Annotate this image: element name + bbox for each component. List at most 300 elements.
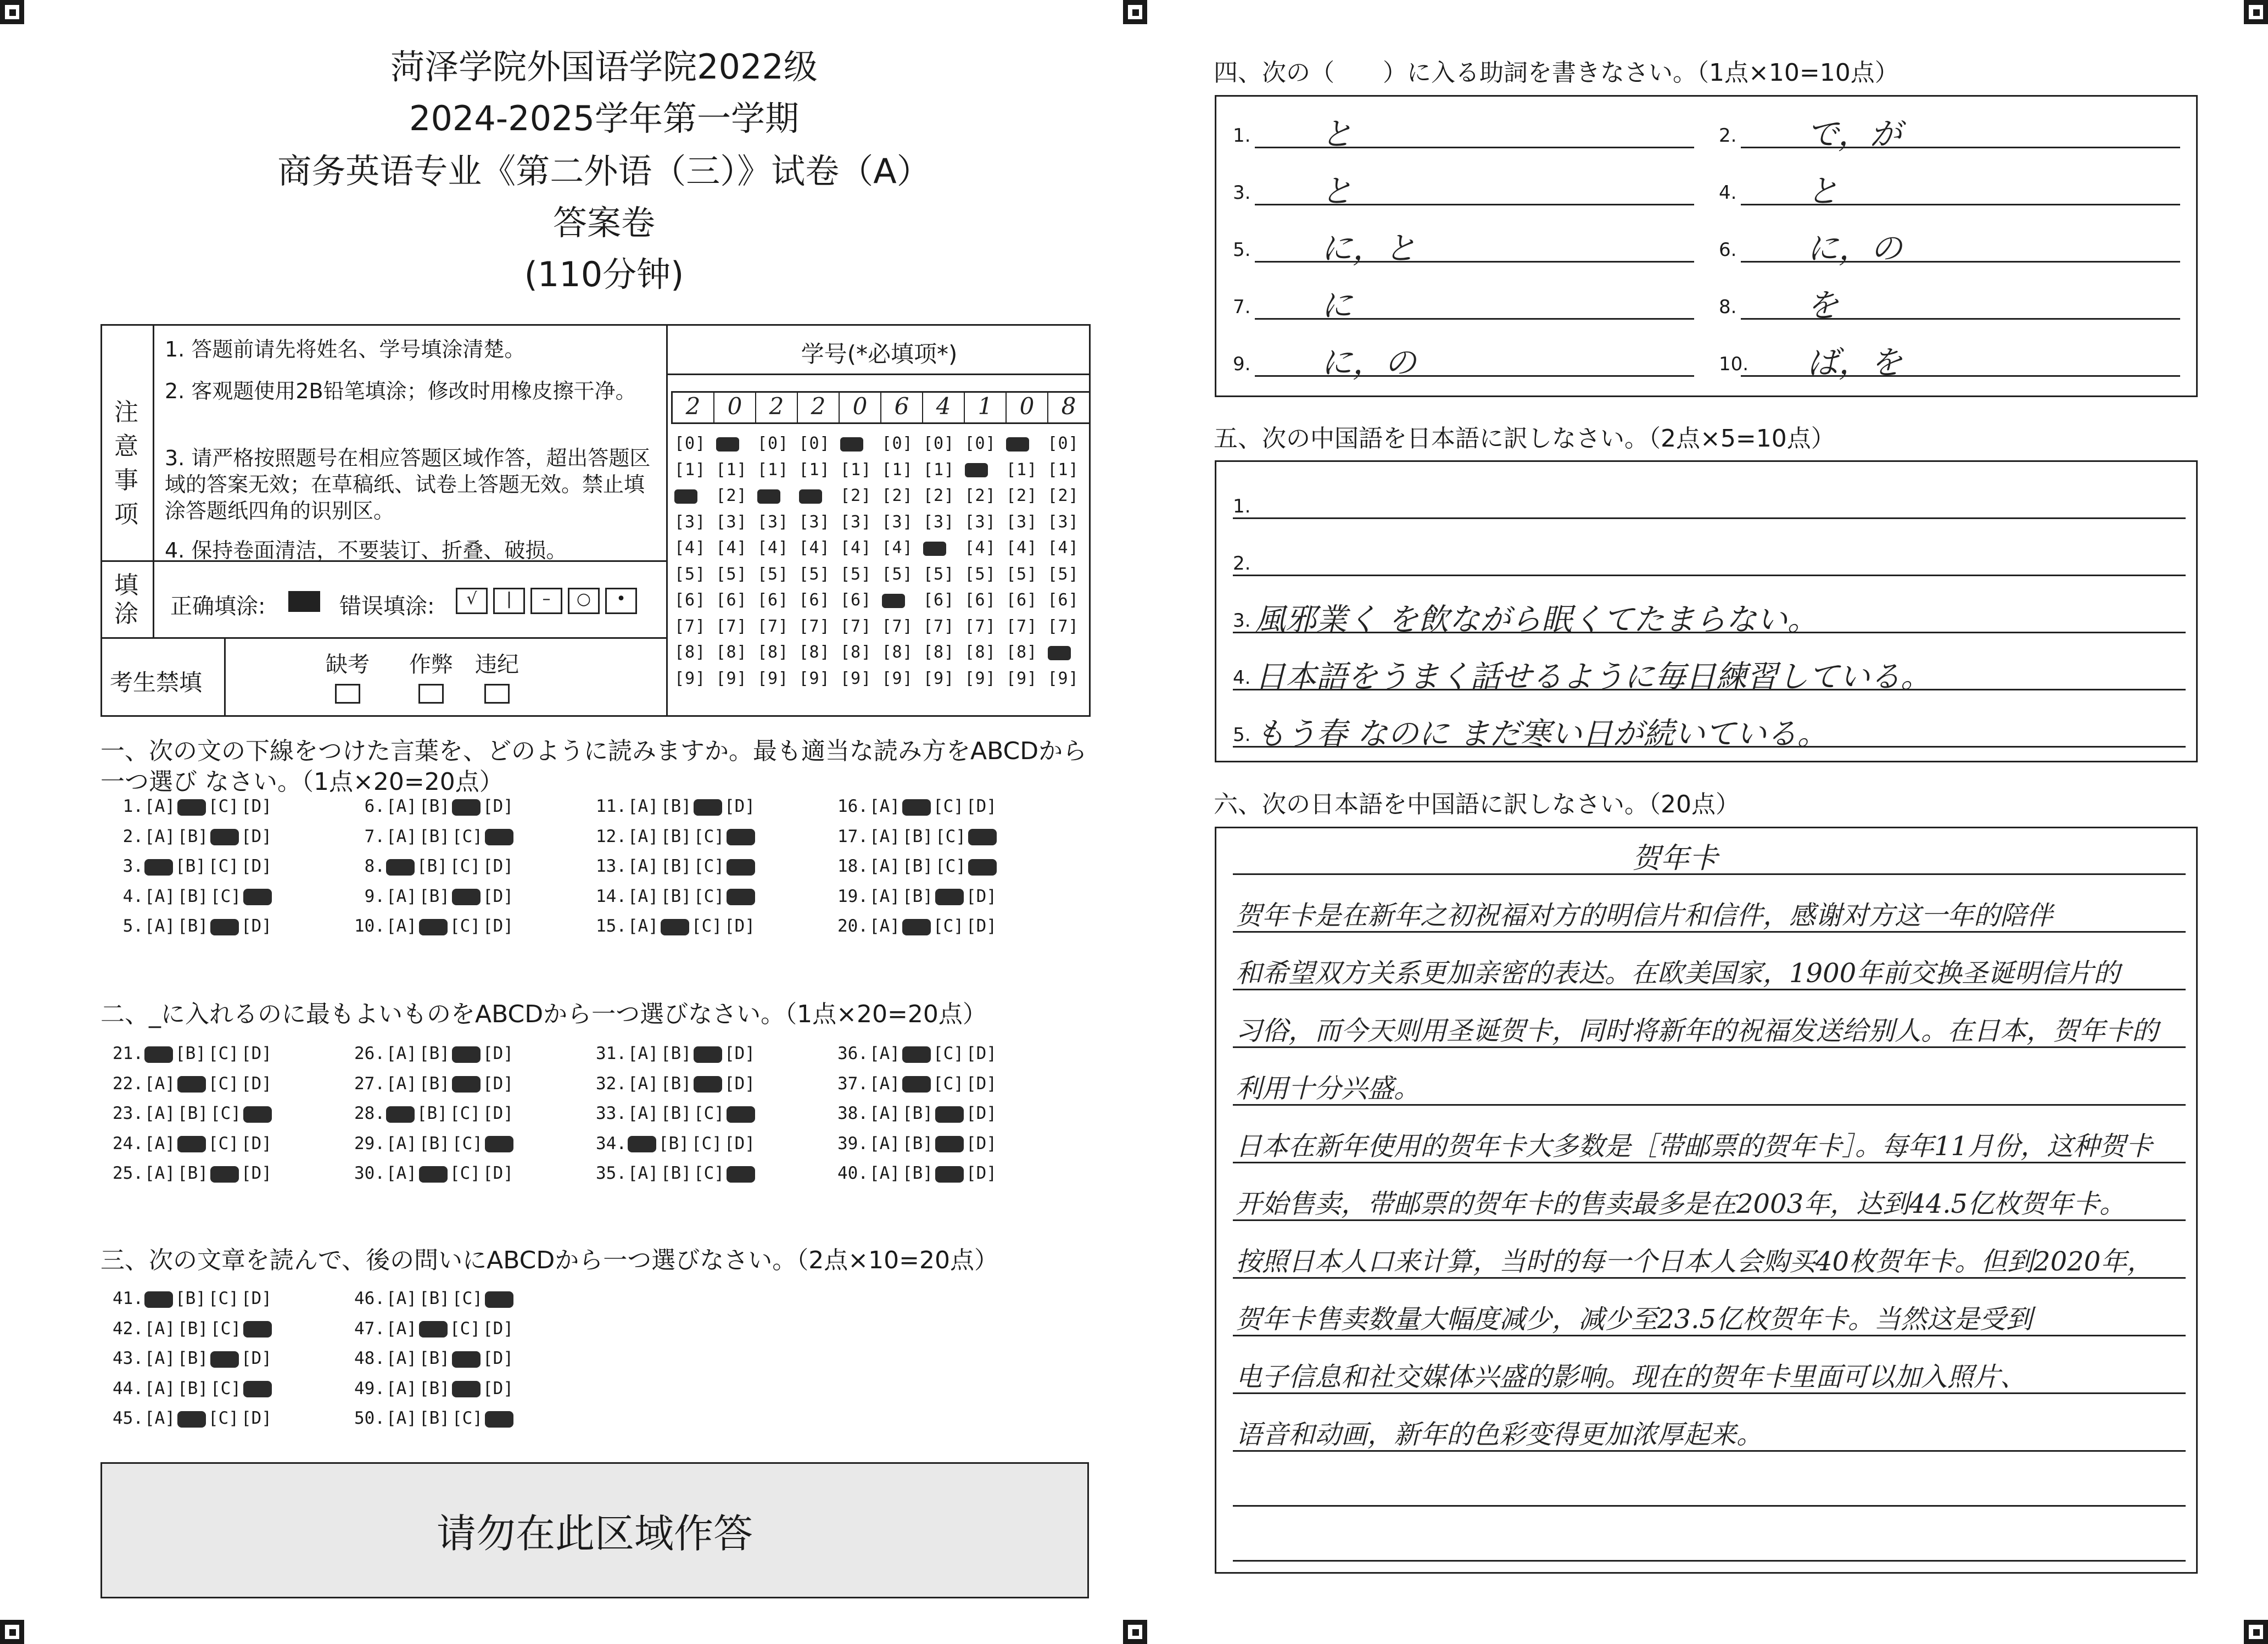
id-bubble[interactable]: [1] <box>674 460 706 480</box>
mc-option[interactable]: [A] <box>869 1133 900 1153</box>
mc-option[interactable]: [D] <box>966 916 997 936</box>
mc-option[interactable]: [D] <box>241 1348 272 1368</box>
mc-option[interactable]: [C] <box>208 1408 239 1428</box>
id-bubble[interactable]: [7] <box>881 616 913 636</box>
mc-option[interactable]: [B] <box>419 1133 450 1153</box>
mc-option[interactable]: [D] <box>966 886 997 906</box>
id-bubble[interactable]: [1] <box>798 460 830 480</box>
mc-option[interactable]: [B] <box>177 886 208 906</box>
id-bubble[interactable] <box>882 590 924 610</box>
mc-option-filled[interactable] <box>661 919 689 935</box>
mc-option[interactable]: [B] <box>419 1378 450 1398</box>
mc-option-filled[interactable] <box>177 799 206 816</box>
mc-option-filled[interactable] <box>935 1136 964 1152</box>
mc-option[interactable]: [A] <box>869 856 900 876</box>
mc-option[interactable]: [C] <box>452 1408 483 1428</box>
id-bubble[interactable]: [5] <box>674 564 706 584</box>
id-bubble[interactable] <box>1006 434 1048 453</box>
mc-option[interactable]: [D] <box>724 916 755 936</box>
id-bubble[interactable]: [5] <box>716 564 747 584</box>
id-digit-7[interactable]: 4 <box>923 393 965 422</box>
id-bubble[interactable]: [3] <box>674 512 706 532</box>
mc-option[interactable]: [B] <box>661 856 691 876</box>
mc-option[interactable]: [C] <box>208 1133 239 1153</box>
mc-option-filled[interactable] <box>243 1381 272 1397</box>
mc-option[interactable]: [B] <box>902 1104 933 1123</box>
mc-option[interactable]: [B] <box>419 826 450 846</box>
mc-option[interactable]: [D] <box>966 796 997 816</box>
mc-option[interactable]: [A] <box>144 796 175 816</box>
mc-option[interactable]: [C] <box>450 1318 481 1339</box>
mc-option[interactable]: [D] <box>483 1044 513 1063</box>
mc-option[interactable]: [B] <box>417 856 448 876</box>
id-bubble[interactable]: [6] <box>840 590 872 610</box>
mc-option[interactable]: [C] <box>210 886 241 906</box>
mc-option[interactable]: [A] <box>386 1378 417 1398</box>
id-bubble[interactable] <box>716 434 758 453</box>
id-bubble[interactable] <box>757 486 799 505</box>
id-bubble[interactable]: [3] <box>1006 512 1038 532</box>
id-bubble[interactable]: [9] <box>798 668 830 688</box>
id-bubble[interactable]: [3] <box>716 512 747 532</box>
id-bubble[interactable]: [2] <box>964 486 996 505</box>
id-bubble[interactable]: [1] <box>923 460 955 480</box>
id-digit-1[interactable]: 2 <box>673 393 714 422</box>
mc-option[interactable]: [B] <box>419 1073 450 1094</box>
mc-option[interactable]: [A] <box>628 796 658 816</box>
mc-option[interactable]: [D] <box>241 826 272 846</box>
mc-option[interactable]: [D] <box>483 1073 513 1094</box>
mc-option[interactable]: [A] <box>869 1104 900 1123</box>
mc-option[interactable]: [A] <box>386 1133 417 1153</box>
mc-option[interactable]: [D] <box>966 1044 997 1063</box>
id-bubble[interactable]: [8] <box>1006 643 1038 662</box>
mc-option[interactable]: [D] <box>483 916 513 936</box>
mc-option[interactable]: [B] <box>177 1163 208 1183</box>
mc-option[interactable]: [C] <box>691 1133 722 1153</box>
mc-option-filled[interactable] <box>452 799 481 816</box>
id-bubble[interactable]: [0] <box>964 434 996 453</box>
mc-option[interactable]: [A] <box>386 1289 417 1308</box>
mc-option[interactable]: [B] <box>902 1133 933 1153</box>
mc-option-filled[interactable] <box>419 1321 448 1338</box>
mc-option-filled[interactable] <box>452 1351 481 1368</box>
mc-option-filled[interactable] <box>727 1166 755 1183</box>
mc-option[interactable]: [C] <box>210 1104 241 1123</box>
id-bubble[interactable]: [2] <box>840 486 872 505</box>
mc-option[interactable]: [B] <box>419 1289 450 1308</box>
mc-option-filled[interactable] <box>177 1076 206 1093</box>
mc-option[interactable]: [A] <box>144 1104 175 1123</box>
id-bubble[interactable]: [4] <box>840 538 872 558</box>
mc-option-filled[interactable] <box>694 1046 722 1063</box>
id-bubble[interactable]: [9] <box>923 668 955 688</box>
id-digit-10[interactable]: 8 <box>1061 393 1076 420</box>
mc-option[interactable]: [B] <box>177 916 208 936</box>
mc-option[interactable]: [D] <box>966 1133 997 1153</box>
id-bubble[interactable]: [4] <box>1006 538 1038 558</box>
mc-option-filled[interactable] <box>452 1076 481 1093</box>
id-bubble[interactable]: [8] <box>798 643 830 662</box>
mc-option[interactable]: [C] <box>933 916 964 936</box>
mc-option[interactable]: [C] <box>452 1133 483 1153</box>
mc-option-filled[interactable] <box>485 1291 513 1308</box>
id-bubble[interactable]: [7] <box>964 616 996 636</box>
mc-option-filled[interactable] <box>935 889 964 905</box>
forbidden-cheat-box[interactable] <box>418 684 444 704</box>
mc-option[interactable]: [C] <box>210 1378 241 1398</box>
mc-option[interactable]: [C] <box>450 856 481 876</box>
mc-option[interactable]: [B] <box>661 1104 691 1123</box>
mc-option[interactable]: [B] <box>661 1163 691 1183</box>
mc-option[interactable]: [D] <box>483 796 513 816</box>
mc-option-filled[interactable] <box>144 1291 173 1308</box>
id-digit-8[interactable]: 1 <box>965 393 1007 422</box>
id-bubble[interactable]: [7] <box>674 616 706 636</box>
id-bubble[interactable]: [6] <box>1006 590 1038 610</box>
mc-option-filled[interactable] <box>485 1136 513 1152</box>
mc-option[interactable]: [B] <box>902 886 933 906</box>
mc-option[interactable]: [C] <box>210 1318 241 1339</box>
mc-option[interactable]: [A] <box>628 856 658 876</box>
mc-option[interactable]: [B] <box>661 886 691 906</box>
id-bubble[interactable]: [8] <box>716 643 747 662</box>
mc-option[interactable]: [C] <box>694 856 724 876</box>
mc-option-filled[interactable] <box>210 919 239 935</box>
mc-option-filled[interactable] <box>968 859 997 876</box>
mc-option-filled[interactable] <box>419 1166 448 1183</box>
mc-option[interactable]: [D] <box>241 1073 272 1094</box>
mc-option-filled[interactable] <box>210 829 239 845</box>
mc-option[interactable]: [C] <box>452 826 483 846</box>
mc-option[interactable]: [B] <box>175 1044 206 1063</box>
mc-option[interactable]: [D] <box>483 1104 513 1123</box>
id-bubble[interactable]: [0] <box>881 434 913 453</box>
id-bubble[interactable]: [9] <box>1047 668 1079 688</box>
id-bubble[interactable] <box>965 460 1007 480</box>
mc-option[interactable]: [B] <box>661 1044 691 1063</box>
mc-option[interactable]: [B] <box>177 1104 208 1123</box>
mc-option[interactable]: [B] <box>661 1073 691 1094</box>
id-bubble[interactable]: [4] <box>716 538 747 558</box>
mc-option[interactable]: [A] <box>144 886 175 906</box>
mc-option[interactable]: [A] <box>144 916 175 936</box>
mc-option-filled[interactable] <box>485 1411 513 1428</box>
id-bubble[interactable]: [1] <box>1047 460 1079 480</box>
mc-option[interactable]: [D] <box>241 1133 272 1153</box>
forbidden-violation-box[interactable] <box>484 684 510 704</box>
mc-option[interactable]: [A] <box>144 1133 175 1153</box>
mc-option[interactable]: [A] <box>628 1163 658 1183</box>
mc-option[interactable]: [B] <box>419 1348 450 1368</box>
id-digit-3[interactable]: 2 <box>756 393 798 422</box>
mc-option[interactable]: [C] <box>933 1073 964 1094</box>
mc-option-filled[interactable] <box>243 1106 272 1123</box>
id-bubble[interactable]: [6] <box>923 590 955 610</box>
mc-option[interactable]: [C] <box>452 1289 483 1308</box>
id-bubble[interactable]: [9] <box>964 668 996 688</box>
id-bubble[interactable] <box>674 486 716 505</box>
mc-option[interactable]: [C] <box>935 856 966 876</box>
mc-option[interactable]: [D] <box>966 1073 997 1094</box>
mc-option[interactable]: [B] <box>902 856 933 876</box>
id-bubble[interactable]: [3] <box>923 512 955 532</box>
mc-option[interactable]: [A] <box>628 1104 658 1123</box>
mc-option[interactable]: [B] <box>177 1378 208 1398</box>
id-bubble[interactable]: [4] <box>881 538 913 558</box>
mc-option[interactable]: [B] <box>177 826 208 846</box>
mc-option[interactable]: [D] <box>483 1348 513 1368</box>
id-bubble[interactable]: [6] <box>674 590 706 610</box>
mc-option-filled[interactable] <box>694 1076 722 1093</box>
mc-option[interactable]: [A] <box>628 1044 658 1063</box>
id-bubble[interactable]: [4] <box>798 538 830 558</box>
mc-option-filled[interactable] <box>144 859 173 876</box>
id-bubble[interactable]: [6] <box>757 590 789 610</box>
mc-option[interactable]: [A] <box>144 1073 175 1094</box>
mc-option-filled[interactable] <box>452 889 481 905</box>
mc-option[interactable]: [C] <box>694 1163 724 1183</box>
mc-option[interactable]: [B] <box>417 1104 448 1123</box>
id-bubble[interactable]: [5] <box>840 564 872 584</box>
id-bubble[interactable]: [1] <box>840 460 872 480</box>
mc-option[interactable]: [D] <box>241 916 272 936</box>
mc-option[interactable]: [A] <box>386 1044 417 1063</box>
mc-option[interactable]: [A] <box>386 1348 417 1368</box>
mc-option[interactable]: [D] <box>483 1318 513 1339</box>
mc-option[interactable]: [C] <box>450 1163 481 1183</box>
id-bubble[interactable]: [8] <box>964 643 996 662</box>
mc-option[interactable]: [B] <box>658 1133 689 1153</box>
mc-option[interactable]: [D] <box>241 796 272 816</box>
mc-option[interactable]: [B] <box>661 796 691 816</box>
mc-option[interactable]: [B] <box>902 1163 933 1183</box>
mc-option[interactable]: [A] <box>628 916 658 936</box>
mc-option[interactable]: [D] <box>241 1163 272 1183</box>
mc-option-filled[interactable] <box>727 1106 755 1123</box>
id-bubble[interactable]: [9] <box>674 668 706 688</box>
section5-answer-line[interactable] <box>1233 517 2186 519</box>
id-bubble[interactable]: [4] <box>674 538 706 558</box>
id-bubble[interactable]: [3] <box>798 512 830 532</box>
id-bubble[interactable]: [4] <box>757 538 789 558</box>
mc-option[interactable]: [A] <box>144 1318 175 1339</box>
id-bubble[interactable]: [3] <box>1047 512 1079 532</box>
mc-option[interactable]: [A] <box>869 1163 900 1183</box>
mc-option[interactable]: [A] <box>628 1073 658 1094</box>
id-bubble[interactable]: [0] <box>798 434 830 453</box>
mc-option[interactable]: [B] <box>419 886 450 906</box>
mc-option-filled[interactable] <box>727 829 755 845</box>
id-digit-2[interactable]: 0 <box>714 393 756 422</box>
mc-option[interactable]: [B] <box>175 1289 206 1308</box>
mc-option[interactable]: [D] <box>483 856 513 876</box>
mc-option[interactable]: [A] <box>869 796 900 816</box>
mc-option[interactable]: [C] <box>933 796 964 816</box>
id-bubble[interactable]: [5] <box>881 564 913 584</box>
id-bubble[interactable]: [2] <box>1047 486 1079 505</box>
mc-option[interactable]: [A] <box>869 826 900 846</box>
id-bubble[interactable]: [2] <box>1006 486 1038 505</box>
mc-option-filled[interactable] <box>386 1106 415 1123</box>
mc-option-filled[interactable] <box>144 1046 173 1063</box>
forbidden-absent-box[interactable] <box>335 684 360 704</box>
mc-option-filled[interactable] <box>177 1411 206 1428</box>
mc-option[interactable]: [D] <box>966 1104 997 1123</box>
mc-option-filled[interactable] <box>902 799 931 816</box>
id-bubble[interactable]: [6] <box>1047 590 1079 610</box>
id-bubble[interactable] <box>799 486 841 505</box>
mc-option-filled[interactable] <box>177 1136 206 1152</box>
id-bubble[interactable]: [8] <box>923 643 955 662</box>
mc-option[interactable]: [A] <box>386 1163 417 1183</box>
mc-option[interactable]: [C] <box>450 916 481 936</box>
mc-option[interactable]: [C] <box>694 826 724 846</box>
id-bubble[interactable]: [5] <box>1047 564 1079 584</box>
mc-option[interactable]: [B] <box>419 1044 450 1063</box>
mc-option[interactable]: [B] <box>661 826 691 846</box>
id-bubble[interactable]: [4] <box>1047 538 1079 558</box>
id-bubble[interactable]: [2] <box>923 486 955 505</box>
id-bubble[interactable]: [0] <box>1047 434 1079 453</box>
id-bubble[interactable]: [9] <box>716 668 747 688</box>
id-bubble[interactable]: [0] <box>757 434 789 453</box>
mc-option-filled[interactable] <box>902 1046 931 1063</box>
mc-option[interactable]: [B] <box>419 1408 450 1428</box>
id-digit-5[interactable]: 0 <box>840 393 881 422</box>
id-bubble[interactable]: [5] <box>923 564 955 584</box>
id-bubble[interactable]: [3] <box>757 512 789 532</box>
id-bubble[interactable]: [9] <box>757 668 789 688</box>
mc-option[interactable]: [A] <box>386 886 417 906</box>
mc-option[interactable]: [B] <box>175 856 206 876</box>
mc-option-filled[interactable] <box>968 829 997 845</box>
mc-option[interactable]: [C] <box>694 1104 724 1123</box>
id-bubble[interactable]: [7] <box>798 616 830 636</box>
mc-option[interactable]: [C] <box>933 1044 964 1063</box>
id-bubble[interactable]: [1] <box>881 460 913 480</box>
mc-option-filled[interactable] <box>452 1046 481 1063</box>
id-bubble[interactable]: [5] <box>798 564 830 584</box>
mc-option[interactable]: [B] <box>902 826 933 846</box>
mc-option-filled[interactable] <box>902 1076 931 1093</box>
id-bubble[interactable]: [2] <box>716 486 747 505</box>
mc-option-filled[interactable] <box>485 829 513 845</box>
mc-option[interactable]: [C] <box>691 916 722 936</box>
id-bubble[interactable] <box>1048 643 1090 662</box>
mc-option[interactable]: [D] <box>724 1044 755 1063</box>
mc-option[interactable]: [C] <box>935 826 966 846</box>
mc-option-filled[interactable] <box>386 859 415 876</box>
mc-option[interactable]: [C] <box>450 1104 481 1123</box>
mc-option[interactable]: [A] <box>386 916 417 936</box>
id-bubble[interactable]: [5] <box>757 564 789 584</box>
id-bubble[interactable]: [8] <box>757 643 789 662</box>
id-bubble[interactable]: [3] <box>964 512 996 532</box>
mc-option-filled[interactable] <box>727 859 755 876</box>
mc-option-filled[interactable] <box>419 919 448 935</box>
id-bubble[interactable] <box>840 434 882 453</box>
id-bubble[interactable]: [2] <box>881 486 913 505</box>
mc-option[interactable]: [A] <box>628 826 658 846</box>
mc-option-filled[interactable] <box>243 889 272 905</box>
id-bubble[interactable]: [7] <box>923 616 955 636</box>
id-bubble[interactable]: [4] <box>964 538 996 558</box>
mc-option-filled[interactable] <box>902 919 931 935</box>
mc-option[interactable]: [A] <box>869 886 900 906</box>
id-bubble[interactable]: [7] <box>840 616 872 636</box>
mc-option[interactable]: [A] <box>628 886 658 906</box>
mc-option[interactable]: [A] <box>144 826 175 846</box>
mc-option[interactable]: [D] <box>241 1044 272 1063</box>
mc-option[interactable]: [C] <box>208 1073 239 1094</box>
mc-option[interactable]: [D] <box>966 1163 997 1183</box>
mc-option-filled[interactable] <box>210 1166 239 1183</box>
mc-option[interactable]: [D] <box>241 856 272 876</box>
mc-option[interactable]: [A] <box>144 1163 175 1183</box>
id-digit-4[interactable]: 2 <box>798 393 840 422</box>
mc-option[interactable]: [D] <box>483 886 513 906</box>
mc-option[interactable]: [C] <box>208 1044 239 1063</box>
mc-option-filled[interactable] <box>628 1136 656 1152</box>
mc-option-filled[interactable] <box>694 799 722 816</box>
mc-option-filled[interactable] <box>935 1106 964 1123</box>
id-bubble[interactable]: [1] <box>716 460 747 480</box>
mc-option[interactable]: [B] <box>177 1318 208 1339</box>
mc-option[interactable]: [D] <box>724 796 755 816</box>
mc-option-filled[interactable] <box>210 1351 239 1368</box>
mc-option[interactable]: [A] <box>386 1318 417 1339</box>
id-bubble[interactable]: [6] <box>716 590 747 610</box>
mc-option[interactable]: [B] <box>419 796 450 816</box>
id-bubble[interactable]: [7] <box>1047 616 1079 636</box>
mc-option[interactable]: [D] <box>241 1289 272 1308</box>
id-bubble[interactable]: [8] <box>881 643 913 662</box>
mc-option-filled[interactable] <box>935 1166 964 1183</box>
id-bubble[interactable]: [9] <box>840 668 872 688</box>
id-bubble[interactable]: [9] <box>1006 668 1038 688</box>
mc-option[interactable]: [A] <box>869 1073 900 1094</box>
mc-option[interactable]: [A] <box>386 796 417 816</box>
mc-option[interactable]: [D] <box>241 1408 272 1428</box>
id-bubble[interactable]: [3] <box>881 512 913 532</box>
mc-option[interactable]: [A] <box>144 1408 175 1428</box>
mc-option[interactable]: [C] <box>208 856 239 876</box>
mc-option[interactable]: [D] <box>724 1073 755 1094</box>
id-bubble[interactable]: [1] <box>757 460 789 480</box>
id-digit-6[interactable]: 6 <box>881 393 923 422</box>
id-bubble[interactable]: [6] <box>964 590 996 610</box>
id-bubble[interactable]: [5] <box>964 564 996 584</box>
mc-option[interactable]: [A] <box>869 916 900 936</box>
mc-option[interactable]: [C] <box>694 886 724 906</box>
mc-option[interactable]: [B] <box>177 1348 208 1368</box>
id-bubble[interactable]: [3] <box>840 512 872 532</box>
id-bubble[interactable]: [7] <box>757 616 789 636</box>
mc-option-filled[interactable] <box>243 1321 272 1338</box>
section5-answer-line[interactable] <box>1233 575 2186 576</box>
mc-option[interactable]: [C] <box>208 1289 239 1308</box>
id-bubble[interactable]: [7] <box>1006 616 1038 636</box>
id-bubble[interactable]: [1] <box>1006 460 1038 480</box>
mc-option[interactable]: [A] <box>386 1073 417 1094</box>
mc-option-filled[interactable] <box>452 1381 481 1397</box>
mc-option-filled[interactable] <box>727 889 755 905</box>
id-bubble[interactable]: [7] <box>716 616 747 636</box>
id-bubble[interactable]: [6] <box>798 590 830 610</box>
id-digit-9[interactable]: 0 <box>1007 393 1048 422</box>
id-bubble[interactable]: [8] <box>840 643 872 662</box>
